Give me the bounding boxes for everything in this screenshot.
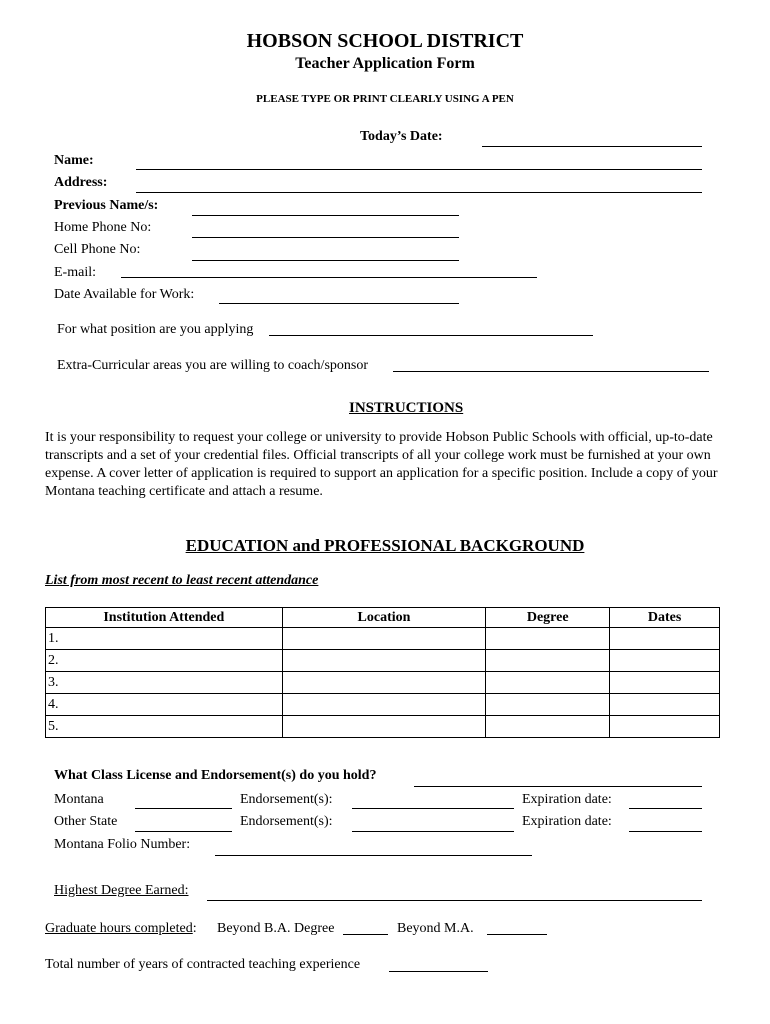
institution-cell[interactable]: 5. (46, 716, 283, 738)
address-label: Address: (54, 175, 108, 190)
highest-degree-field[interactable] (207, 900, 702, 901)
beyond-ba-field[interactable] (343, 934, 388, 935)
location-cell[interactable] (282, 716, 486, 738)
extra-curricular-label: Extra-Curricular areas you are willing to coach/sponsor (57, 358, 369, 373)
grad-hours-label: Graduate hours completed (45, 921, 193, 936)
location-cell[interactable] (282, 694, 486, 716)
column-header-dates: Dates (610, 608, 720, 628)
years-experience-label: Total number of years of contracted teaching experience (45, 957, 361, 972)
cell-phone-field[interactable] (192, 260, 459, 261)
date-available-field[interactable] (219, 303, 459, 304)
date-available-label: Date Available for Work: (54, 287, 195, 302)
montana-label: Montana (54, 792, 104, 807)
montana-expiration-label: Expiration date: (522, 792, 612, 807)
highest-degree-label: Highest Degree Earned: (54, 883, 189, 898)
cell-phone-label: Cell Phone No: (54, 242, 141, 257)
montana-license-field[interactable] (135, 808, 232, 809)
table-row (46, 694, 720, 716)
form-title: Teacher Application Form (295, 55, 475, 72)
years-experience-field[interactable] (389, 971, 488, 972)
beyond-ba-label: Beyond B.A. Degree (217, 921, 335, 936)
montana-endorsement-field[interactable] (352, 808, 514, 809)
dates-cell[interactable] (610, 650, 720, 672)
degree-cell[interactable] (486, 672, 610, 694)
todays-date-label: Today’s Date: (360, 129, 443, 144)
institution-cell[interactable]: 3. (46, 672, 283, 694)
dates-cell[interactable] (610, 628, 720, 650)
name-label: Name: (54, 153, 94, 168)
dates-cell[interactable] (610, 672, 720, 694)
table-row (46, 672, 720, 694)
table-row (46, 716, 720, 738)
position-label: For what position are you applying (57, 322, 254, 337)
position-field[interactable] (269, 335, 593, 336)
instructions-heading: INSTRUCTIONS (349, 400, 464, 416)
location-cell[interactable] (282, 672, 486, 694)
education-heading: EDUCATION and PROFESSIONAL BACKGROUND (185, 536, 585, 555)
license-field[interactable] (414, 786, 702, 787)
other-state-expiration-label: Expiration date: (522, 814, 612, 829)
dates-cell[interactable] (610, 694, 720, 716)
other-state-license-field[interactable] (135, 831, 232, 832)
folio-field[interactable] (215, 855, 532, 856)
previous-names-field[interactable] (192, 215, 459, 216)
other-state-label: Other State (54, 814, 118, 829)
folio-label: Montana Folio Number: (54, 837, 191, 852)
table-row (46, 628, 720, 650)
montana-expiration-field[interactable] (629, 808, 702, 809)
previous-names-label: Previous Name/s: (54, 198, 159, 213)
extra-curricular-field[interactable] (393, 371, 709, 372)
column-header-institution: Institution Attended (46, 608, 283, 628)
license-question: What Class License and Endorsement(s) do you hold? (54, 768, 377, 783)
degree-cell[interactable] (486, 716, 610, 738)
column-header-location: Location (282, 608, 486, 628)
column-header-degree: Degree (486, 608, 610, 628)
institution-cell[interactable]: 2. (46, 650, 283, 672)
other-state-expiration-field[interactable] (629, 831, 702, 832)
district-title: HOBSON SCHOOL DISTRICT (246, 30, 524, 52)
grad-hours-colon: : (192, 921, 197, 936)
montana-endorsement-label: Endorsement(s): (240, 792, 333, 807)
beyond-ma-label: Beyond M.A. (397, 921, 474, 936)
degree-cell[interactable] (486, 650, 610, 672)
table-row (46, 650, 720, 672)
home-phone-label: Home Phone No: (54, 220, 152, 235)
location-cell[interactable] (282, 628, 486, 650)
institution-cell[interactable]: 1. (46, 628, 283, 650)
location-cell[interactable] (282, 650, 486, 672)
other-state-endorsement-label: Endorsement(s): (240, 814, 333, 829)
education-table (45, 607, 720, 738)
name-field[interactable] (136, 169, 702, 170)
instructions-body: It is your responsibility to request your college or university to provide Hobson Public Schools with official, up-to-date transcripts and a set of your credential files. Official transcripts of all your college work must be furnished at your own expense. A cover letter of application is required to support an application for a specific position. Include a copy of your Montana teaching certificate and attach a resume. (45, 430, 718, 499)
table-header-row (46, 608, 720, 628)
degree-cell[interactable] (486, 694, 610, 716)
dates-cell[interactable] (610, 716, 720, 738)
todays-date-field[interactable] (482, 146, 702, 147)
print-instruction: PLEASE TYPE OR PRINT CLEARLY USING A PEN (256, 93, 514, 105)
beyond-ma-field[interactable] (487, 934, 547, 935)
degree-cell[interactable] (486, 628, 610, 650)
address-field[interactable] (136, 192, 702, 193)
education-subheading: List from most recent to least recent attendance (45, 573, 319, 588)
other-state-endorsement-field[interactable] (352, 831, 514, 832)
email-field[interactable] (121, 277, 537, 278)
institution-cell[interactable]: 4. (46, 694, 283, 716)
home-phone-field[interactable] (192, 237, 459, 238)
grad-hours-row (45, 921, 197, 937)
email-label: E-mail: (54, 265, 96, 280)
